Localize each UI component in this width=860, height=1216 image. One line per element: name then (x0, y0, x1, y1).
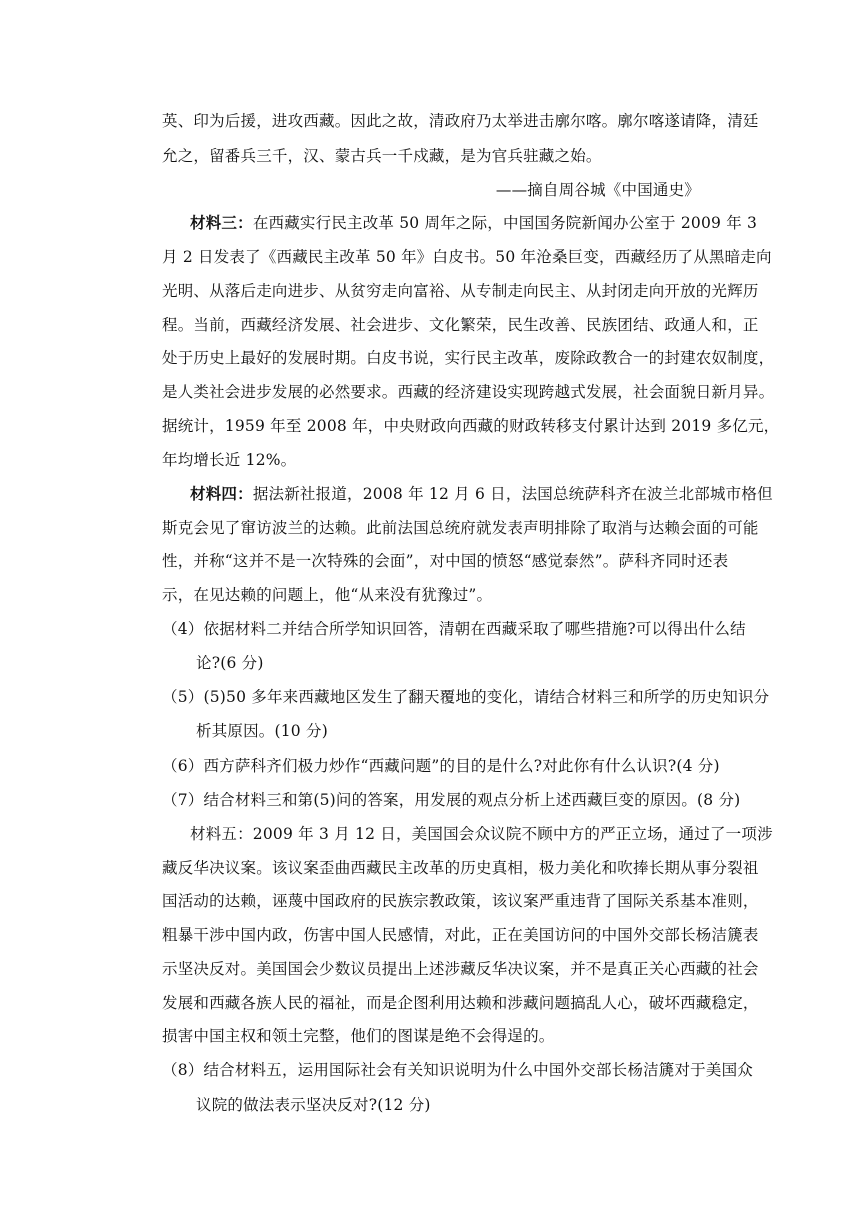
material3-line-3: 光明、从落后走向进步、从贫穷走向富裕、从专制走向民主、从封闭走向开放的光辉历 (162, 282, 759, 300)
material3-line-1: 在西藏实行民主改革 50 周年之际，中国国务院新闻办公室于 2009 年 3 (252, 214, 758, 232)
material3-line-5: 处于历史上最好的发展时期。白皮书说，实行民主改革，废除政教合一的封建农奴制度， (162, 349, 775, 367)
material4-line-2: 斯克会见了窜访波兰的达赖。此前法国总统府就发表声明排除了取消与达赖会面的可能 (162, 519, 759, 537)
material4-line-1: 据法新社报道，2008 年 12 月 6 日，法国总统萨科齐在波兰北部城市格但 (252, 485, 773, 503)
material3-label: 材料三： (190, 213, 253, 232)
material5-line-1: 材料五：2009 年 3 月 12 日，美国国会众议院不顾中方的严正立场，通过了一项涉 (190, 825, 773, 843)
material3-first-line (190, 213, 757, 233)
material5-line-6: 发展和西藏各族人民的福祉，而是企图利用达赖和涉藏问题搞乱人心，破坏西藏稳定， (162, 994, 759, 1012)
material4-first-line (190, 484, 773, 504)
material2-line-1: 英、印为后援，进攻西藏。因此之故，清政府乃太举进击廓尔喀。廓尔喀遂请降，清廷 (162, 112, 759, 130)
material3-line-2: 月 2 日发表了《西藏民主改革 50 年》白皮书。50 年沧桑巨变，西藏经历了从黑暗走向 (162, 248, 772, 266)
material2-line-2: 允之，留番兵三千，汉、蒙古兵一千戍藏，是为官兵驻藏之始。 (162, 147, 602, 165)
question-6: （6）西方萨科齐们极力炒作“西藏问题”的目的是什么?对此你有什么认识?(4 分) (162, 757, 720, 775)
material3-line-7: 据统计，1959 年至 2008 年，中央财政向西藏的财政转移支付累计达到 2019 多亿元， (162, 417, 780, 435)
material3-line-6: 是人类社会进步发展的必然要求。西藏的经济建设实现跨越式发展，社会面貌日新月异。 (162, 383, 775, 401)
question-7: （7）结合材料三和第(5)问的答案，用发展的观点分析上述西藏巨变的原因。(8 分) (162, 791, 741, 809)
material5-line-5: 示坚决反对。美国国会少数议员提出上述涉藏反华决议案，并不是真正关心西藏的社会 (162, 960, 759, 978)
question-4-line-2: 论?(6 分) (196, 654, 264, 672)
question-8-line-2: 议院的做法表示坚决反对?(12 分) (196, 1096, 431, 1114)
question-5-line-1: （5）(5)50 多年来西藏地区发生了翻天覆地的变化，请结合材料三和所学的历史知识分 (162, 688, 770, 706)
material2-source: ——摘自周谷城《中国通史》 (495, 181, 700, 199)
question-5-line-2: 析其原因。(10 分) (196, 722, 328, 740)
material3-line-8: 年均增长近 12%。 (162, 451, 297, 469)
material5-line-4: 粗暴干涉中国内政，伤害中国人民感情，对此，正在美国访问的中国外交部长杨洁篪表 (162, 926, 759, 944)
material5-line-7: 损害中国主权和领土完整，他们的图谋是绝不会得逞的。 (162, 1027, 555, 1045)
material4-label: 材料四： (190, 484, 253, 503)
material3-line-4: 程。当前，西藏经济发展、社会进步、文化繁荣，民生改善、民族团结、政通人和，正 (162, 316, 759, 334)
question-8-line-1: （8）结合材料五，运用国际社会有关知识说明为什么中国外交部长杨洁篪对于美国众 (162, 1061, 753, 1079)
material5-line-3: 国活动的达赖，诬蔑中国政府的民族宗教政策，该议案严重违背了国际关系基本准则， (162, 892, 759, 910)
material5-line-2: 藏反华决议案。该议案歪曲西藏民主改革的历史真相，极力美化和吹捧长期从事分裂祖 (162, 859, 759, 877)
question-4-line-1: （4）依据材料二并结合所学知识回答，清朝在西藏采取了哪些措施?可以得出什么结 (162, 620, 746, 638)
material4-line-3: 性，并称“这并不是一次特殊的会面”，对中国的愤怒“感觉泰然”。萨科齐同时还表 (162, 552, 729, 570)
material4-line-4: 示，在见达赖的问题上，他“从来没有犹豫过”。 (162, 586, 493, 604)
